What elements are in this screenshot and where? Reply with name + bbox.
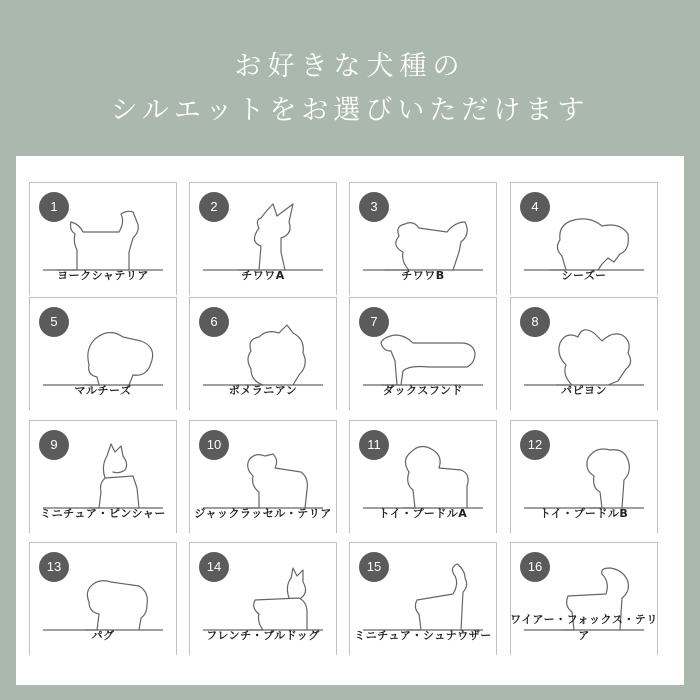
breed-name: チワワA: [241, 269, 285, 282]
breed-name: パピヨン: [561, 384, 607, 397]
breed-option-12[interactable]: [510, 420, 658, 533]
breed-name: シーズー: [561, 269, 607, 282]
header-title-line2: シルエットをお選びいただけます: [110, 95, 590, 126]
number-badge: 4: [520, 192, 550, 222]
breed-option-14[interactable]: [189, 542, 337, 655]
number-badge: 8: [520, 307, 550, 337]
number-badge: 2: [199, 192, 229, 222]
number-badge: 11: [359, 430, 389, 460]
breed-option-9[interactable]: [29, 420, 177, 533]
breed-option-1[interactable]: [29, 182, 177, 295]
breed-name: ミニチュア・シュナウザー: [354, 629, 492, 642]
breed-option-3[interactable]: [349, 182, 497, 295]
breed-name: ポメラニアン: [228, 384, 298, 397]
breed-option-10[interactable]: [189, 420, 337, 533]
breed-name: パグ: [91, 629, 115, 642]
number-badge: 15: [359, 552, 389, 582]
breed-name: トイ・プードルA: [378, 507, 468, 520]
breed-name: チワワB: [401, 269, 445, 282]
breed-option-2[interactable]: [189, 182, 337, 295]
breed-option-7[interactable]: [349, 297, 497, 410]
breed-option-5[interactable]: [29, 297, 177, 410]
breed-option-16[interactable]: [510, 542, 658, 655]
breed-name: ミニチュア・ピンシャー: [40, 507, 166, 520]
breed-name: ジャックラッセル・テリア: [194, 507, 332, 520]
number-badge: 13: [39, 552, 69, 582]
breed-option-4[interactable]: [510, 182, 658, 295]
header: [0, 0, 700, 155]
number-badge: 3: [359, 192, 389, 222]
number-badge: 12: [520, 430, 550, 460]
number-badge: 14: [199, 552, 229, 582]
breed-name: フレンチ・ブルドッグ: [206, 629, 320, 642]
breed-option-11[interactable]: [349, 420, 497, 533]
breed-name: ワイアー・フォックス・テリア: [510, 613, 658, 642]
breed-option-15[interactable]: [349, 542, 497, 655]
breed-name: ヨークシャテリア: [57, 269, 149, 282]
breed-option-6[interactable]: [189, 297, 337, 410]
number-badge: 1: [39, 192, 69, 222]
breed-option-13[interactable]: [29, 542, 177, 655]
number-badge: 5: [39, 307, 69, 337]
breed-option-8[interactable]: [510, 297, 658, 410]
number-badge: 10: [199, 430, 229, 460]
number-badge: 7: [359, 307, 389, 337]
header-title-line1: お好きな犬種の: [234, 51, 466, 82]
number-badge: 6: [199, 307, 229, 337]
breed-name: マルチーズ: [74, 384, 132, 397]
breed-name: ダックスフンド: [383, 384, 463, 397]
breed-name: トイ・プードルB: [539, 507, 629, 520]
number-badge: 16: [520, 552, 550, 582]
number-badge: 9: [39, 430, 69, 460]
breed-grid-panel: [16, 156, 684, 685]
